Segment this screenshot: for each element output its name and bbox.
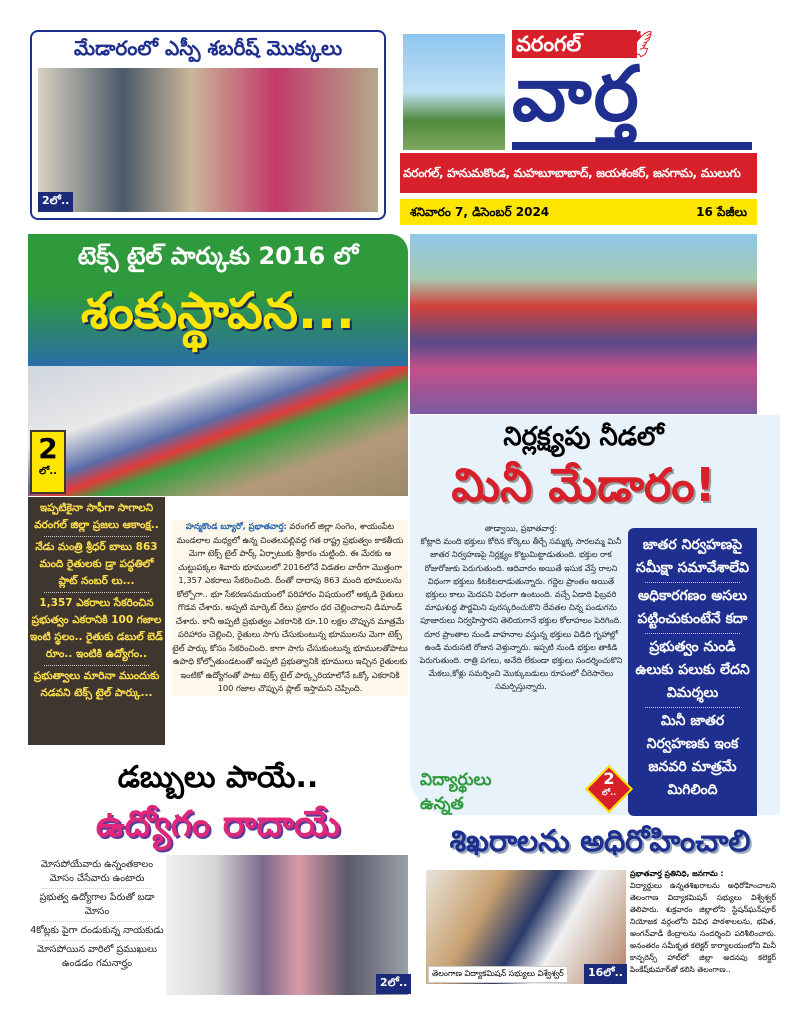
story1-headline: శంకుస్థాపన...	[81, 282, 355, 340]
story2-headline: మినీ మేడారం!	[451, 458, 716, 512]
box-point: జాతర నిర్వహణపై సమీక్షా సమావేశాలేవి	[636, 537, 749, 576]
job-aspirants-photo	[166, 855, 408, 995]
page-count: 16 పేజీలు	[696, 205, 747, 219]
story3-headline: ఉద్యోగం రాదాయే	[95, 804, 341, 845]
top-story-headline: మేడారంలో ఎస్పీ శబరీష్ మొక్కులు	[73, 36, 343, 60]
bullet-point: ప్రభుత్వ ఉద్యోగాల పేరుతో బడా మోసం	[39, 892, 155, 917]
story3-badge[interactable]: 2లో..	[376, 974, 411, 994]
top-story-photo	[38, 68, 378, 212]
top-story-badge[interactable]: 2లో..	[38, 192, 73, 212]
textile-park-photo	[28, 366, 408, 496]
box-point: అధికారగణం అసలు పట్టించుకుంటేనే కదా	[637, 588, 748, 627]
story4-body	[630, 868, 776, 976]
story4-caption: తెలంగాణ విద్యాకమిషన్ సభ్యులు విశ్వేశ్వర్	[428, 966, 568, 983]
story1-body	[172, 520, 408, 696]
story2-text: కోట్లాది మంది భక్తులు కోరిన కోర్కెలు తీర్చే సమ్మక్క సారలమ్మ మినీ జాతర నిర్వహణపై నిర్లక్ష్యం కొట్టుమిట్టాడుతుంది. భక్తుల రాక రోజురోజుకు పెరుగుతుంది. ఆదివారం అయితే ఇసుక వేస్తే రాలని విధంగా భక్తులు కిటకిటలాడుతున్నారు. గద్దెల ప్రాంతం అయితే భక్తులు కాలు మెదపని విధంగా ఉంటుంది. వచ్చే ఏడాది ఫిబ్రవరి మాఘశుద్ధ పౌర్ణమిని పురస్కరించుకొని దేవతల చిన్న పండుగను పూజారులు నిర్వహిస్తారని తెలియగానే భక్తుల కోలాహలం పెరిగింది. దూర ప్రాంతాల నుండి వాహనాల వస్తున్న భక్తులు విడిది గృహాల్లో ఉండి మరుసటి రోజున వెళ్తున్నారు. ఇప్పటి నుండి భక్తుల తాకిడి పెరుగుతుంది. రాత్రి పగలు, అనేది లేకుండా భక్తులు సందర్శించుకొని మేకలు,కోళ్లు సమర్పించి మొక్కుబడులు రూపంలో చీరెసారెలు సమర్పిస్తున్నారు.	[419, 537, 623, 692]
logo-small: వరంగల్	[512, 30, 637, 58]
bullet-point: 4కోట్లకు పైగా దండుకున్న నాయకుడు	[30, 925, 164, 936]
story1-dateline: హన్మకొండ బ్యూరో, ప్రభాతవార్త:	[185, 521, 287, 531]
story3-kicker: డబ్బులు పాయే..	[117, 760, 319, 795]
story1-sidebar	[28, 497, 165, 745]
story1-badge[interactable]: 2 లో..	[30, 430, 66, 494]
story1-kicker: టెక్స్ టైల్ పార్కుకు 2016 లో	[77, 242, 359, 270]
story2-dateline: తాడ్వాయి, ప్రభాతవార్త:	[484, 524, 558, 533]
story1-text: వరంగల్ జిల్లా సంగెం, శాయంపేట మండలాల మధ్యలో ఉన్న చింతలపల్లివద్ద గత రాష్ట్ర ప్రభుత్వం కాకతీయ మెగా టెక్స్ టైల్ పార్క్ ఏర్పాటుకు శ్రీకారం చుట్టింది. ఈ మేరకు ఆ చుట్టుపక్కల శివారు భూములలో 2016లోనే విడతల వారీగా మొత్తంగా 1,357 ఎకరాలు సేకరించింది. దీంతో దాదాపు 863 మంది భూములను కోల్పోగా.. భూ సేకరణసమయంలో పరిహారం విషయంలో అక్కడి రైతులు గొడవ చేశారు. అప్పటి మార్కెట్ రేటు ప్రకారం ధర చెల్లించాలని డిమాండ్ చేశారు. కానీ అప్పటి ప్రభుత్వం ఎకరానికి రూ.10 లక్షల చొప్పున మాత్రమే పరిహారం చెల్లించి, రైతులు సాగు చేసుకుంటున్న భూములను మెగా టెక్స్ టైల్ పార్కు కోసం సేకరించింది. కాగా సాగు చేసుకుంటున్న భూములతోపాటు ఉపాధి కోల్పోతుండటంతో అప్పటి ప్రభుత్వానికి భూములు ఇచ్చిన రైతులకు ఇంటికో ఉద్యోగంతో పాటు టెక్స్ టైల్ పార్క్పరియాలోనే ఒక్కో ఎకరానికి 100 గజాల చొప్పున ప్లాట్ ఇస్తామని చెప్పింది.	[172, 521, 408, 693]
box-point: మినీ జాతర నిర్వహణకు ఇంక జనవరి మాత్రమే మిగిలింది	[646, 713, 739, 798]
bullet-point: మోసపోయిన వారిలో ప్రముఖులు ఉండడం గమనార్హం	[36, 944, 157, 969]
kakatiya-arch-photo	[403, 34, 505, 150]
story2-badge-text: 2 లో..	[601, 769, 617, 797]
districts-bar: వరంగల్, హనుమకొండ, మహబూబాబాద్, జయశంకర్, జనగామ, ములుగు	[400, 153, 757, 193]
sidebar-point: ప్రభుత్వాలు మారినా ముందుకు నడవని టెక్స్ టైల్ పార్కు...	[33, 670, 160, 699]
issue-date: శనివారం 7, డిసెంబర్ 2024	[410, 205, 550, 219]
bird-icon: 🕊	[620, 30, 654, 60]
top-story-box[interactable]	[30, 30, 386, 220]
sidebar-point: 1,357 ఎకరాలు సేకరించిన ప్రభుత్వం ఎకరానికి 100 గజాల ఇంటి స్థలం.. రైతుకు డబుల్ బెడ్ రూం.. ఇంటికి ఉద్యోగం..	[30, 597, 163, 660]
story2-body	[418, 522, 624, 694]
story4-headline: శిఖరాలను అధిరోహించాలి	[449, 824, 751, 859]
sidebar-point: నేడు మంత్రి శ్రీధర్ బాబు 863 మంది రైతులకు డ్రా పద్ధతిలో ప్లాట్ నంబర్ లు...	[35, 541, 158, 587]
medaram-crowd-photo	[410, 234, 757, 414]
story2-box	[628, 528, 757, 816]
story4-text: విద్యార్థులు ఉన్నతశిఖరాలను అధిరోహించాలని తెలంగాణ విద్యాకమిషన్ సభ్యులు విశ్వేశ్వర్ తెలిపారు. శుక్రవారం జిల్లాలోని స్టేషన్‌ఘన్‌పూర్ నియోజక వర్గంలోని వివిధ పాఠశాలలను, భవిత, అంగన్‌వాడీ కేంద్రాలను సందర్శించి పరిశీలించారు. అనంతరం సమీకృత కలెక్టర్ కార్యాలయంలోని మినీ కాన్ఫరెన్స్ హాల్‌లో జిల్లా అదనపు కలెక్టర్ పింకేష్‌కుమార్‌తో కలిసి తెలంగాణ..	[630, 881, 776, 974]
story4-kicker: విద్యార్థులు ఉన్నత	[420, 770, 492, 814]
story2-kicker: నిర్లక్ష్యపు నీడలో	[503, 422, 664, 452]
story3-bullets	[28, 858, 166, 971]
box-point: ప్రభుత్వం నుండి ఉలుకు పలుకు లేదని విమర్శలు	[635, 639, 750, 701]
bullet-point: మోసపోయేవారు ఉన్నంతకాలం మోసం చేసేవారు ఉంటారు	[40, 859, 154, 884]
story4-dateline: ప్రభాతవార్త ప్రతినిధి, జనగామ :	[630, 869, 724, 878]
date-bar	[400, 199, 757, 225]
story4-badge[interactable]: 16లో..	[584, 964, 627, 984]
sidebar-point: ఇప్పటికైనా సాఫీగా సాగాలని వరంగల్ జిల్లా ప్రజలు ఆకాంక్ష..	[34, 502, 159, 531]
logo-big: వార్త	[512, 46, 752, 150]
